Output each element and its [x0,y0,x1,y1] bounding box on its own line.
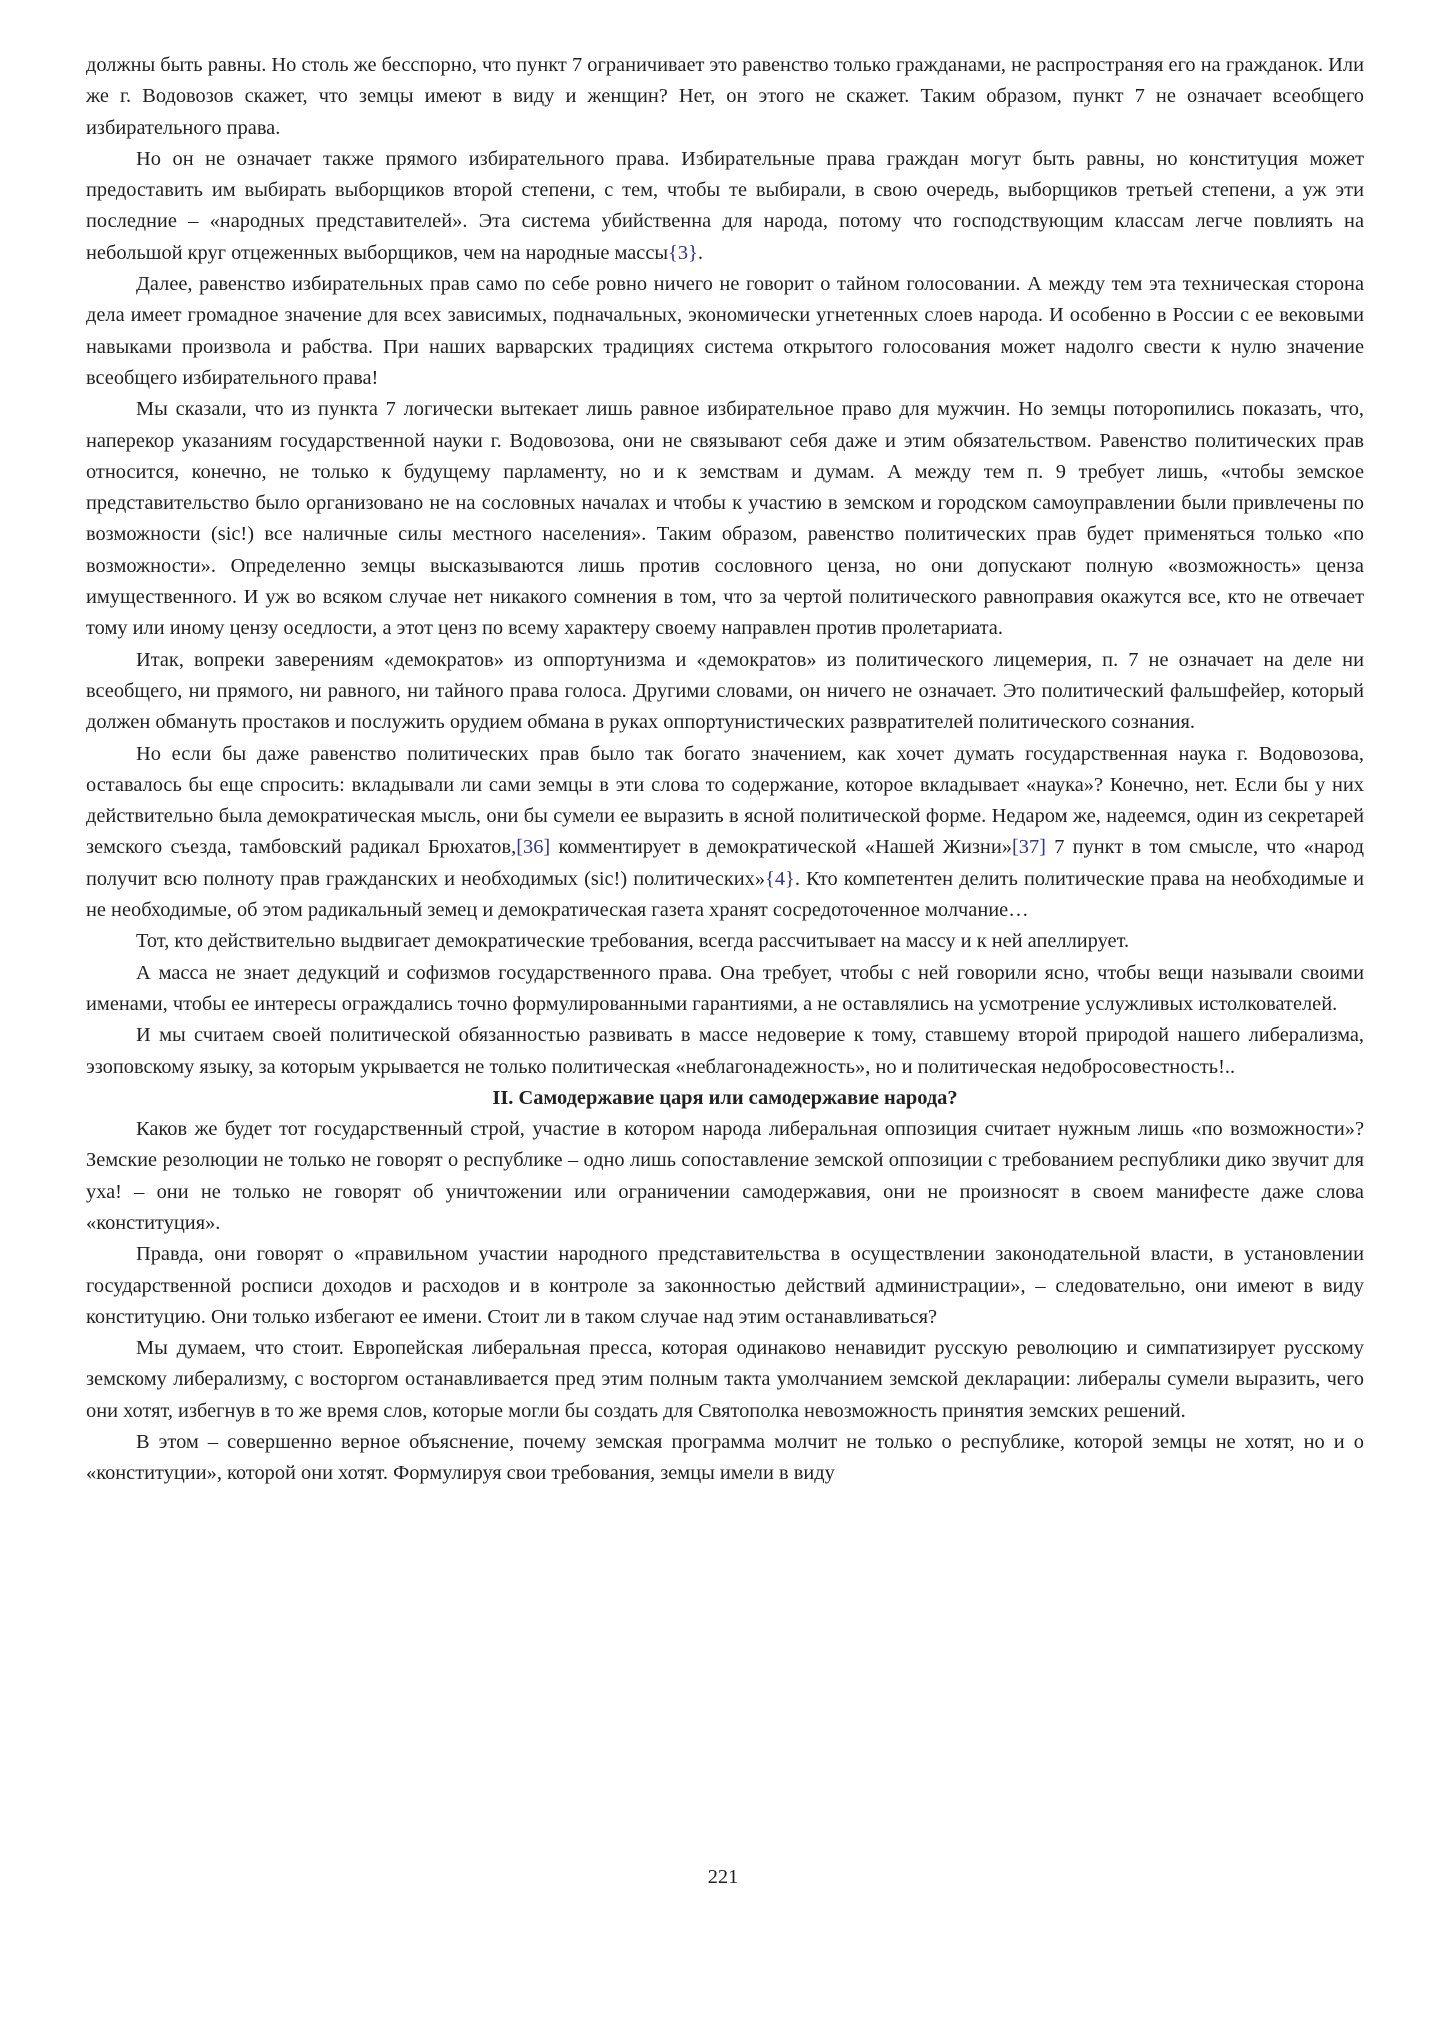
paragraph [86,394,1364,644]
footnote-reference-link[interactable]: {3} [668,241,698,264]
footnote-reference-link[interactable]: [36] [516,836,551,859]
footnote-reference-link[interactable]: [37] [1011,836,1046,859]
paragraph [86,1333,1364,1427]
paragraph [86,1020,1364,1083]
paragraph [86,645,1364,739]
text-run: Каков же будет тот государственный строй, участие в котором народа либеральная оппозиция считает нужным лишь «по возможности»? Земские резолюции не только не говорят о республике – одно лишь сопоставление земской оппозиции с требованием республики дико звучит для уха! – они не только не говорят об уничтожении или ограничении самодержавия, они не произносят в своем манифесте даже слова «конституция». [86,1118,1364,1234]
text-run: Но если бы даже равенство политических прав было так богато значением, как хочет думать государственная наука г. Водовозова, оставалось бы еще спросить: вкладывали ли сами земцы в эти слова то содержание, которое вкладывает «наука»? Конечно, нет. Если бы у них действительно была демократическая мысль, они бы сумели ее выразить в ясной политической форме. Недаром же, надеемся, один из секретарей земского съезда, тамбовский радикал Брюхатов, [86,742,1364,859]
document-page [86,50,1364,1490]
text-run: Правда, они говорят о «правильном участии народного представительства в осуществлении законодательной власти, в установлении государственной росписи доходов и расходов и в контроле за законностью действий администрации», – следовательно, они имеют в виду конституцию. Они только избегают ее имени. Стоит ли в таком случае над этим останавливаться? [86,1243,1364,1328]
paragraph [86,1114,1364,1239]
paragraph [86,269,1364,394]
text-run: Но он не означает также прямого избирательного права. Избирательные права граждан могут быть равны, но конституция может предоставить им выбирать выборщиков второй степени, с тем, чтобы те выбирали, в свою очередь, выборщиков третьей степени, а уж эти последние – «народных представителей». Эта система убийственна для народа, потому что господствующим классам легче повлиять на небольшой круг отцеженных выборщиков, чем на народные массы [86,147,1364,264]
paragraph [86,1427,1364,1490]
paragraph [86,958,1364,1021]
text-run: Тот, кто действительно выдвигает демократические требования, всегда рассчитывает на массу и к ней апеллирует. [136,930,1130,953]
text-run: II. Самодержавие царя или самодержавие народа? [492,1086,958,1109]
paragraph [86,739,1364,927]
paragraph [86,926,1364,957]
text-run: Далее, равенство избирательных прав само по себе ровно ничего не говорит о тайном голосовании. А между тем эта техническая сторона дела имеет громадное значение для всех зависимых, подначальных, экономически угнетенных слоев народа. И особенно в России с ее вековыми навыками произвола и рабства. При наших варварских традициях система открытого голосования может надолго свести к нулю значение всеобщего избирательного права! [86,273,1364,389]
text-run: И мы считаем своей политической обязанностью развивать в массе недоверие к тому, ставшему второй природой нашего либерализма, эзоповскому языку, за которым укрывается не только политическая «неблагонадежность», но и политическая недобросовестность!.. [86,1024,1364,1078]
text-run: . Кто компетентен делить политические права на необходимые и не необходимые, об этом радикальный земец и демократическая газета хранят сосредоточенное молчание… [86,867,1365,922]
text-run: . [697,241,703,264]
paragraph [86,1239,1364,1333]
footnote-reference-link[interactable]: {4} [765,867,795,890]
text-run: Итак, вопреки заверениям «демократов» из оппортунизма и «демократов» из политического лицемерия, п. 7 не означает на деле ни всеобщего, ни прямого, ни равного, ни тайного права голоса. Другими словами, он ничего не означает. Это политический фальшфейер, который должен обмануть простаков и послужить орудием обмана в руках оппортунистических развратителей политического сознания. [86,648,1364,734]
text-run: должны быть равны. Но столь же бесспорно, что пункт 7 ограничивает это равенство только гражданами, не распространяя его на гражданок. Или же г. Водовозов скажет, что земцы имеют в виду и женщин? Нет, он этого не скажет. Таким образом, пункт 7 не означает всеобщего избирательного права. [86,54,1364,139]
text-run: А масса не знает дедукций и софизмов государственного права. Она требует, чтобы с ней говорили ясно, чтобы вещи называли своими именами, чтобы ее интересы ограждались точно формулированными гарантиями, а не оставлялись на усмотрение услужливых истолкователей. [86,961,1364,1015]
text-run: 7 пункт в том смысле, что «народ получит всю полноту прав гражданских и необходимых (sic!) политических» [86,836,1365,890]
text-run: В этом – совершенно верное объяснение, почему земская программа молчит не только о республике, которой земцы не хотят, но и о «конституции», которой они хотят. Формулируя свои требования, земцы имели в виду [86,1431,1364,1485]
paragraph [86,144,1364,269]
section-heading [86,1083,1364,1114]
text-run: комментирует в демократической «Нашей Жизни» [550,836,1012,859]
text-run: Мы думаем, что стоит. Европейская либеральная пресса, которая одинаково ненавидит русскую революцию и симпатизирует русскому земскому либерализму, с восторгом останавливается пред этим полным такта умолчанием земской декларации: либералы сумели выразить, чего они хотят, избегнув в то же время слов, которые могли бы создать для Святополка невозможность принятия земских решений. [86,1337,1364,1422]
text-run: Мы сказали, что из пункта 7 логически вытекает лишь равное избирательное право для мужчин. Но земцы поторопились показать, что, наперекор указаниям государственной науки г. Водовозова, они не связывают себя даже и этим обязательством. Равенство политических прав относится, конечно, не только к будущему парламенту, но и к земствам и думам. А между тем п. 9 требует лишь, «чтобы земское представительство было организовано не на сословных началах и чтобы к участию в земском и городском самоуправлении были привлечены по возможности (sic!) все наличные силы местного населения». Таким образом, равенство политических прав будет применяться только «по возможности». Определенно земцы высказываются лишь против сословного ценза, но они допускают полную «возможность» ценза имущественного. И уж во всяком случае нет никакого сомнения в том, что за чертой политического равноправия окажутся все, кто не отвечает тому или иному цензу оседлости, а этот ценз по всему характеру своему направлен против пролетариата. [86,398,1364,640]
paragraph [86,50,1364,144]
page-number: 221 [707,1866,739,1888]
